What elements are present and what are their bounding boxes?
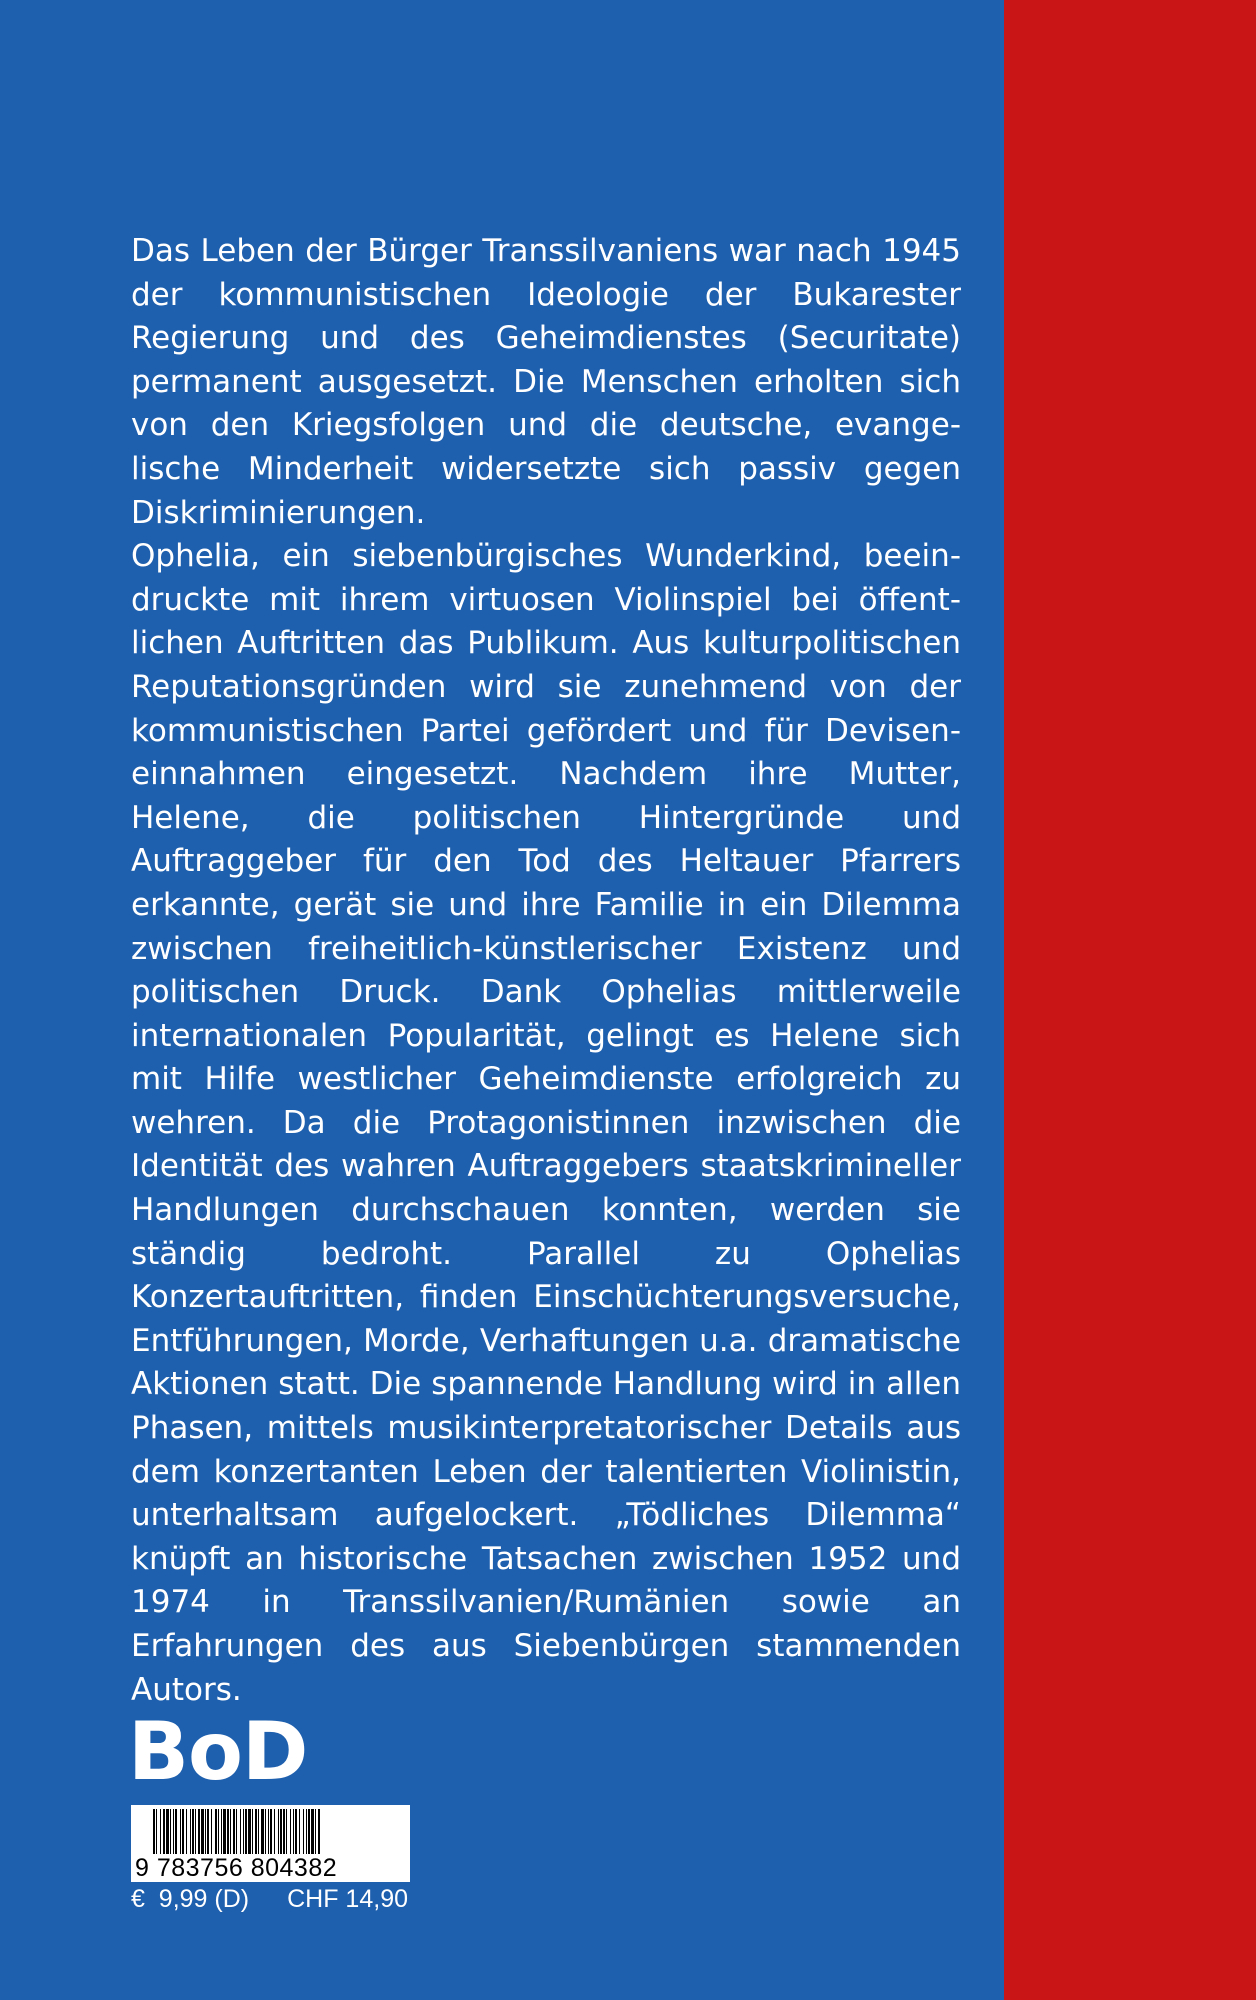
blurb-paragraph-2: Ophelia, ein siebenbürgisches Wunderkind, beeindruckte mit ihrem virtuosen Violinspiel bei öffentlichen Auftritten das Publikum. Aus kulturpolitischen Reputationsgründen wird sie zunehmend von der kommunistischen Partei gefördert und für Deviseneinnahmen eingesetzt. Nachdem ihre Mutter, Helene, die politischen Hintergründe und Auftraggeber für den Tod des Heltauer Pfarrers erkannte, gerät sie und ihre Familie in ein Dilemma zwischen freiheitlich-künstlerischer Existenz und politischen Druck. Dank Ophelias mittlerweile internationalen Popularität, gelingt es Helene sich mit Hilfe westlicher Geheimdienste erfolgreich zu wehren. Da die Protagonistinnen inzwischen die Identität des wahren Auftraggebers staatskrimineller Handlungen durchschauen konnten, werden sie ständig bedroht. Parallel zu Ophelias Konzertauftritten, finden Einschüchterungsversuche, Entführungen, Morde, Verhaftungen u.a. dramatische Aktionen statt. Die spannende Handlung wird in allen Phasen, mittels musikinterpretatorischer Details aus dem konzertanten Leben der talentierten Violinistin, unterhaltsam aufgelockert. „Tödliches Dilemma“ knüpft an historische Tatsachen zwischen 1952 und 1974 in Transsilvanien/Rumänien sowie an Erfahrungen des aus Siebenbürgen stammenden Autors. xyxy=(131,538,961,1708)
barcode-bar xyxy=(227,1809,229,1857)
blurb-paragraph-1: Das Leben der Bürger Transsilvaniens war nach 1945 der kommunistischen Ideologie der Bukarester Regierung und des Geheimdienstes (Securitate) permanent ausgesetzt. Die Menschen erholten sich von den Kriegsfolgen und die deutsche, evangelische Minderheit widersetzte sich passiv gegen Diskriminierungen. xyxy=(131,233,961,531)
bod-logo: BoD xyxy=(128,1705,308,1798)
barcode-bar xyxy=(293,1809,294,1857)
barcode-bar xyxy=(258,1809,259,1857)
barcode-bar xyxy=(221,1809,222,1857)
barcode-bar xyxy=(261,1809,264,1857)
barcode-bar xyxy=(218,1809,219,1857)
barcode-bar xyxy=(233,1809,235,1857)
barcode-bar xyxy=(268,1809,269,1857)
barcode-bar xyxy=(198,1809,200,1857)
barcode-bar xyxy=(211,1809,212,1857)
barcode-bar xyxy=(190,1809,191,1857)
barcode-bar xyxy=(318,1809,320,1857)
barcode-bar xyxy=(286,1809,287,1857)
barcode-bar xyxy=(245,1809,247,1857)
barcode-bar xyxy=(205,1809,206,1857)
price-line xyxy=(131,1884,408,1914)
barcode-bar xyxy=(308,1809,310,1857)
barcode-bar xyxy=(303,1809,304,1857)
barcode-bar xyxy=(175,1809,177,1857)
barcode-bar xyxy=(201,1809,204,1857)
red-spine-strip xyxy=(1004,0,1256,2000)
barcode-bar xyxy=(255,1809,257,1857)
barcode-bar xyxy=(280,1809,282,1857)
barcode-bar xyxy=(265,1809,266,1857)
barcode-bar xyxy=(278,1809,279,1857)
barcode-bar xyxy=(299,1809,300,1857)
blurb-text xyxy=(131,230,961,1712)
barcode-bar xyxy=(240,1809,241,1857)
barcode-bar xyxy=(163,1809,165,1857)
barcode-bar xyxy=(160,1809,161,1857)
barcode-bar xyxy=(315,1809,316,1857)
barcode-bar xyxy=(306,1809,307,1857)
barcode-bar xyxy=(252,1809,253,1857)
barcode-bar xyxy=(180,1809,181,1857)
barcode-bar xyxy=(311,1809,314,1857)
price-eur: € 9,99 (D) xyxy=(131,1885,250,1913)
barcode-bar xyxy=(195,1809,196,1857)
barcode-bar xyxy=(248,1809,251,1857)
barcode-bar xyxy=(230,1809,231,1857)
barcode-bar xyxy=(236,1809,237,1857)
barcode-bar xyxy=(153,1809,155,1857)
barcode-bar xyxy=(173,1809,174,1857)
barcode-bar xyxy=(182,1809,184,1857)
barcode-bar xyxy=(166,1809,169,1857)
barcode-bar xyxy=(243,1809,244,1857)
barcode-bar xyxy=(270,1809,272,1857)
barcode-bar xyxy=(295,1809,297,1857)
price-chf: CHF 14,90 xyxy=(287,1885,408,1913)
isbn-number: 9 783756 804382 xyxy=(135,1854,338,1882)
barcode-bar xyxy=(223,1809,226,1857)
barcode-bar xyxy=(156,1809,157,1857)
barcode-bar xyxy=(186,1809,187,1857)
barcode-bar xyxy=(274,1809,275,1857)
barcode-bar xyxy=(290,1809,291,1857)
barcode-bar xyxy=(215,1809,217,1857)
barcode-bar xyxy=(207,1809,209,1857)
isbn-barcode xyxy=(131,1805,410,1882)
barcode-bar xyxy=(192,1809,194,1857)
barcode-bar xyxy=(283,1809,285,1857)
barcode-bar xyxy=(170,1809,171,1857)
